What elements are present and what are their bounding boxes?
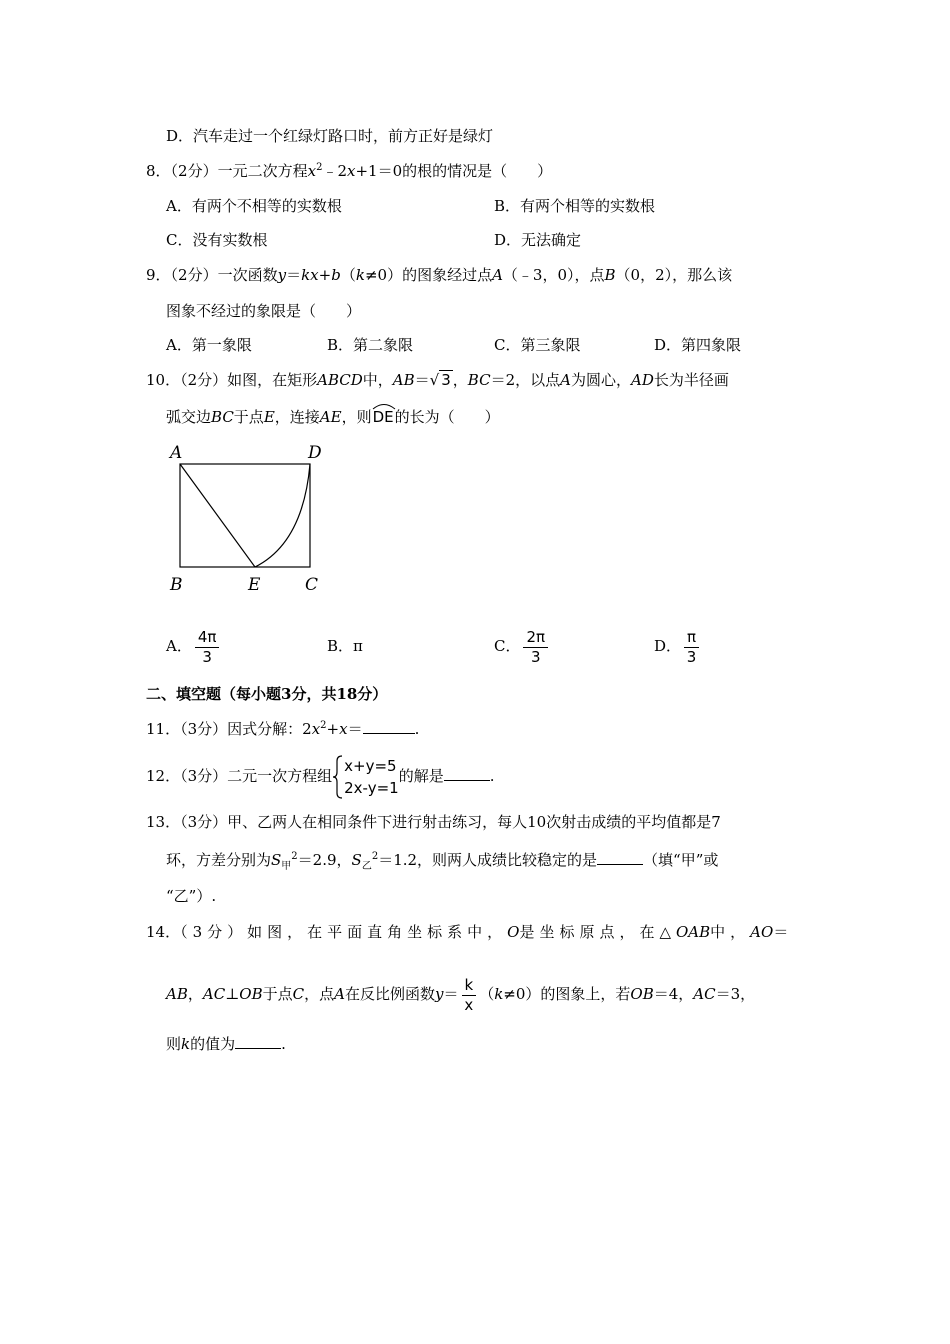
label-e: E (248, 575, 261, 595)
label-c: C (305, 575, 319, 595)
q9-option-d: D．第四象限 (654, 336, 742, 354)
label-b: B (170, 575, 183, 595)
q13-stem-line2: 环，方差分别为$S_甲^2=2.9$，$S_乙^2=1.2$，则两人成绩比较稳定的是 （填“甲”或 (166, 851, 719, 872)
q10-stem: 10．（2分）如图，在矩形ABCD中，AB＝√ 3 ，BC＝2，以点A为圆心，AD长为半径画 (146, 371, 729, 389)
rectangle-abcd (180, 464, 310, 567)
q7-option-d: D．汽车走过一个红绿灯路口时，前方正好是绿灯 (166, 127, 494, 145)
arc-de: DE (372, 407, 395, 427)
q10-option-c: C． $\frac{2\pi}{3}$ (494, 626, 551, 667)
q8-option-a: A．有两个不相等的实数根 (166, 197, 342, 215)
fraction: $\frac{4\pi}{3}$ (195, 628, 220, 667)
arc-de-curve (255, 464, 310, 567)
arc-mark-icon (372, 402, 396, 410)
label-d: D (308, 443, 322, 463)
answer-blank[interactable] (597, 850, 643, 865)
q9-stem-line2: 图象不经过的象限是（ ） (166, 302, 362, 320)
q8-stem: 8．（2分）一元二次方程$x^2﹣2x+1=0$的根的情况是（ ） (146, 162, 553, 180)
q10-option-d: D． $\frac{\pi}{3}$ (654, 626, 702, 667)
q8-option-d: D．无法确定 (494, 231, 582, 249)
q10-option-b: B．π (327, 637, 363, 655)
segment-ae (180, 464, 255, 567)
q11-stem: 11．（3分）因式分解：$2x^2+x=$ . (146, 720, 420, 738)
q14-stem-line2: AB，AC⊥OB于点C，点A在反比例函数y＝ $\frac{k}{x}$ （k≠0）的图象上，若OB＝4，AC＝3， (166, 975, 756, 1014)
q10-option-a: A． $\frac{4\pi}{3}$ (166, 626, 222, 667)
q8-option-b: B．有两个相等的实数根 (494, 197, 656, 215)
sqrt-three: √ 3 (429, 371, 451, 389)
q10-rectangle-figure (160, 438, 340, 598)
q12-stem: 12．（3分）二元一次方程组 x+y=5 2x-y=1 的解是 . (146, 757, 495, 797)
fraction: $\frac{2\pi}{3}$ (523, 628, 548, 667)
q13-stem-line3: “乙”）. (166, 887, 217, 905)
section-2-heading: 二、填空题（每小题3分，共18分） (146, 685, 388, 703)
left-brace-icon (332, 755, 344, 799)
q8-option-c: C．没有实数根 (166, 231, 268, 249)
q13-stem: 13．（3分）甲、乙两人在相同条件下进行射击练习，每人10次射击成绩的平均值都是7 (146, 813, 721, 831)
answer-blank[interactable] (444, 766, 490, 781)
q14-stem-line3: 则k的值为 . (166, 1035, 286, 1053)
equation-system: x+y=5 2x-y=1 (332, 755, 399, 799)
q9-option-a: A．第一象限 (166, 336, 252, 354)
q9-option-c: C．第三象限 (494, 336, 581, 354)
fraction: $\frac{\pi}{3}$ (684, 628, 699, 667)
answer-blank[interactable] (363, 719, 415, 734)
fraction-k-over-x: $\frac{k}{x}$ (462, 976, 477, 1015)
q9-option-b: B．第二象限 (327, 336, 414, 354)
q10-stem-line2: 弧交边BC于点E，连接AE，则 DE的长为（ ） (166, 407, 500, 427)
q14-stem: 14．（3分）如图，在平面直角坐标系中，O是坐标原点，在△OAB中，AO＝ (146, 923, 789, 941)
label-a: A (170, 443, 183, 463)
q9-stem: 9．（2分）一次函数y＝kx+b（k≠0）的图象经过点A（﹣3，0），点B（0，2），那么该 (146, 266, 733, 284)
answer-blank[interactable] (235, 1034, 281, 1049)
